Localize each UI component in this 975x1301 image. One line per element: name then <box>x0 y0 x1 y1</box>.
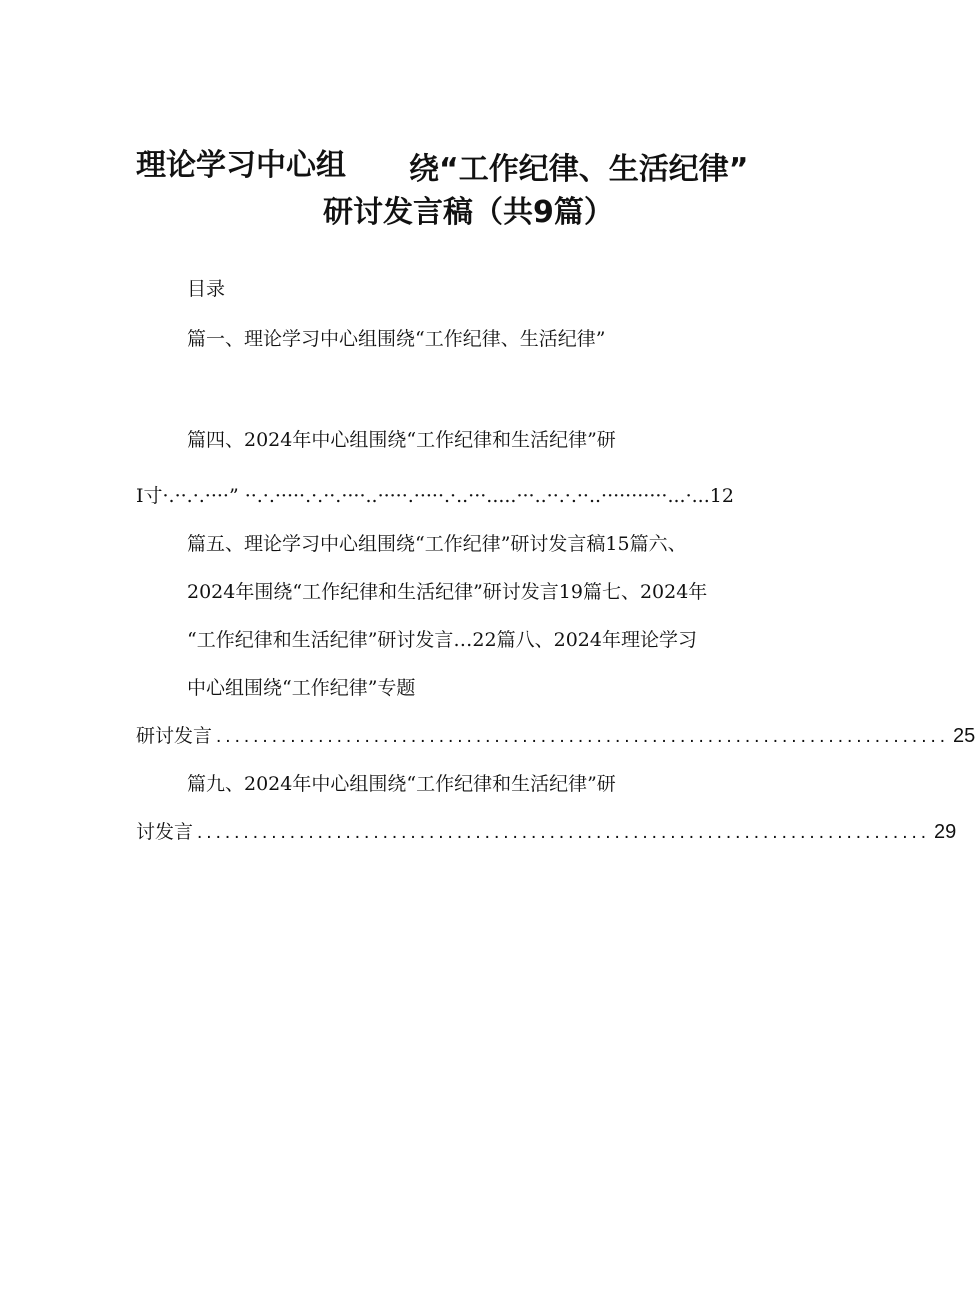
page-number: 29 <box>934 821 957 843</box>
toc-row-page-29 <box>136 818 957 847</box>
dot-leader: ............................................................................... <box>216 726 950 747</box>
toc-entry-1: 篇一、理论学习中心组围绕“工作纪律、生活纪律” <box>187 328 606 350</box>
toc-entry-4-continuation: I寸·.··.·.····” ··.·.·····.·.··.····..·····.·····.·..···.....···..··.·.··..···········...·...12 <box>136 485 734 507</box>
toc-heading: 目录 <box>187 278 226 300</box>
toc-entry-8: 中心组围绕“工作纪律”专题 <box>187 677 416 699</box>
toc-row-page-25 <box>136 722 975 751</box>
toc-entry-6: 2024年围绕“工作纪律和生活纪律”研讨发言19篇七、2024年 <box>187 581 708 603</box>
toc-row-text: 研讨发言 <box>136 725 213 747</box>
toc-entry-7: “工作纪律和生活纪律”研讨发言…22篇八、2024年理论学习 <box>187 629 697 651</box>
toc-entry-9: 篇九、2024年中心组围绕“工作纪律和生活纪律”研 <box>187 773 616 795</box>
page-number: 25 <box>953 725 975 747</box>
title-line-1-part-1: 理论学习中心组 <box>136 148 346 183</box>
toc-entry-4: 篇四、2024年中心组围绕“工作纪律和生活纪律”研 <box>187 429 616 451</box>
dot-leader: ............................................................................... <box>197 822 931 843</box>
title-line-1-part-2: 绕“工作纪律、生活纪律” <box>409 152 749 187</box>
toc-entry-5: 篇五、理论学习中心组围绕“工作纪律”研讨发言稿15篇六、 <box>187 533 687 555</box>
title-line-2: 研讨发言稿（共9篇） <box>323 195 614 230</box>
toc-row-text: 讨发言 <box>136 821 194 843</box>
